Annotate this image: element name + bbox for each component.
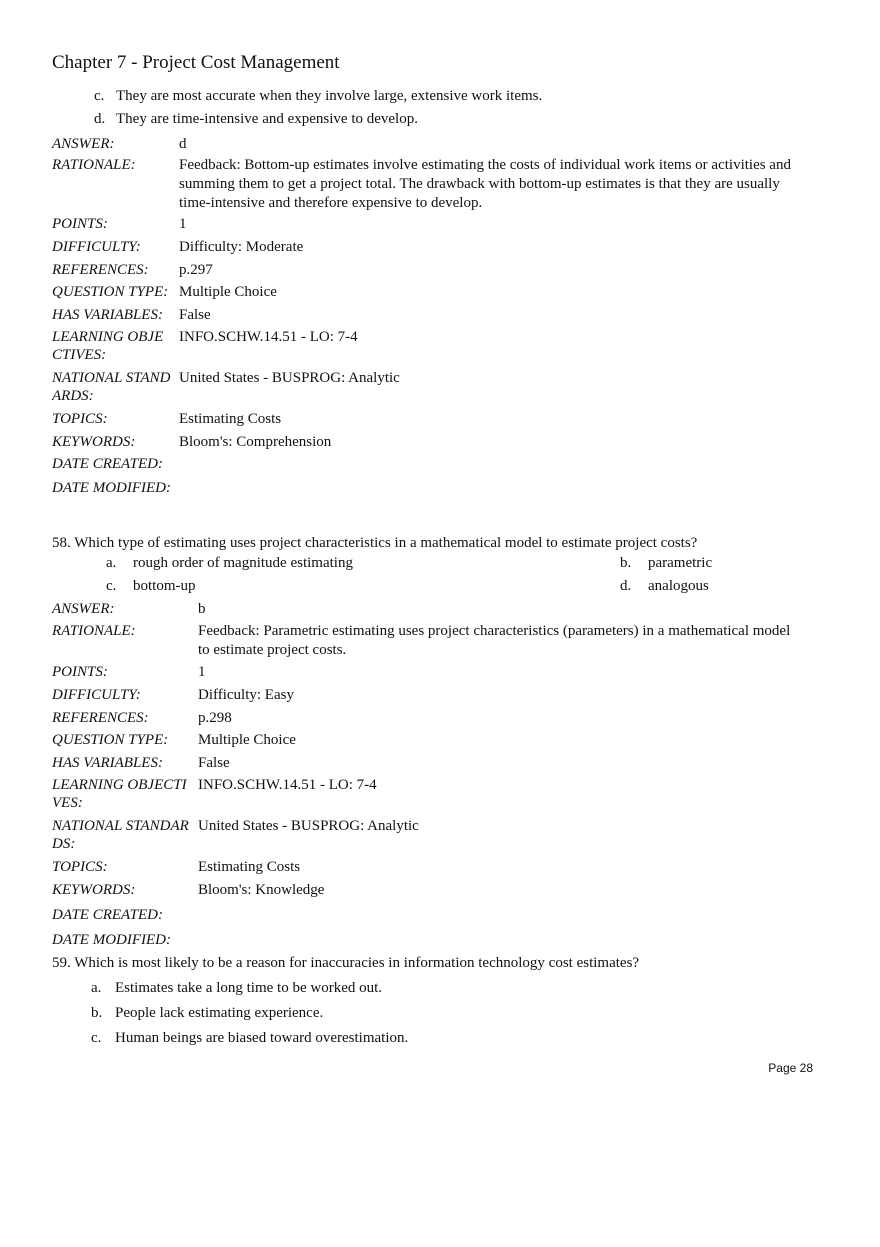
qtype-value: Multiple Choice [198,732,296,748]
ns-value: United States - BUSPROG: Analytic [198,818,419,834]
rationale-line: summing them to get a project total. The drawback with bottom-up estimates is that they are usually [179,176,780,192]
option-text: They are most accurate when they involve large, extensive work items. [116,88,543,104]
points-label: POINTS: [52,216,108,232]
option-letter: b. [91,1005,103,1021]
answer-label: ANSWER: [52,136,115,152]
difficulty-label: DIFFICULTY: [52,239,141,255]
qtype-label: QUESTION TYPE: [52,732,169,748]
option-letter: a. [106,555,117,571]
references-label: REFERENCES: [52,710,149,726]
answer-value: b [198,601,206,617]
q59-option-a [91,980,382,997]
q59-option-b [91,1005,323,1022]
rationale-line: Feedback: Parametric estimating uses project characteristics (parameters) in a mathematical model [198,623,791,639]
difficulty-value: Difficulty: Easy [198,687,294,703]
q59-option-c [91,1030,408,1047]
references-value: p.297 [179,262,213,278]
hasvars-value: False [179,307,211,323]
q57-option-c [94,88,542,105]
option-text: Human beings are biased toward overestimation. [115,1030,409,1046]
points-value: 1 [198,664,206,680]
lo-value: INFO.SCHW.14.51 - LO: 7-4 [198,777,377,793]
option-text: analogous [648,578,709,594]
qtype-label: QUESTION TYPE: [52,284,169,300]
lo-label-line1: LEARNING OBJECTI [52,777,187,793]
answer-value: d [179,136,187,152]
ns-value: United States - BUSPROG: Analytic [179,370,400,386]
option-letter: c. [106,578,117,594]
option-letter: d. [94,111,106,127]
answer-label: ANSWER: [52,601,115,617]
keywords-label: KEYWORDS: [52,434,136,450]
option-letter: c. [94,88,105,104]
option-text: They are time-intensive and expensive to develop. [116,111,418,127]
lo-value: INFO.SCHW.14.51 - LO: 7-4 [179,329,358,345]
topics-label: TOPICS: [52,859,108,875]
keywords-label: KEYWORDS: [52,882,136,898]
ns-label-line2: DS: [52,836,76,852]
difficulty-label: DIFFICULTY: [52,687,141,703]
topics-value: Estimating Costs [198,859,301,875]
option-text: Estimates take a long time to be worked out. [115,980,383,996]
rationale-label: RATIONALE: [52,157,136,173]
q58-option-b [620,555,712,572]
rationale-line: time-intensive and therefore expensive to develop. [179,195,483,211]
hasvars-label: HAS VARIABLES: [52,307,163,323]
option-letter: a. [91,980,102,996]
keywords-value: Bloom's: Comprehension [179,434,332,450]
ns-label-line2: ARDS: [52,388,94,404]
ns-label-line1: NATIONAL STANDAR [52,818,189,834]
option-letter: b. [620,555,632,571]
rationale-line: Feedback: Bottom-up estimates involve estimating the costs of individual work items or activities and [179,157,791,173]
q58-option-d [620,578,709,595]
points-label: POINTS: [52,664,108,680]
lo-label-line2: VES: [52,795,83,811]
keywords-value: Bloom's: Knowledge [198,882,325,898]
q57-option-d [94,111,418,128]
q58-option-c [106,578,196,595]
created-label: DATE CREATED: [52,907,163,923]
option-text: rough order of magnitude estimating [133,555,353,571]
difficulty-value: Difficulty: Moderate [179,239,304,255]
lo-label-line1: LEARNING OBJE [52,329,164,345]
rationale-label: RATIONALE: [52,623,136,639]
topics-value: Estimating Costs [179,411,282,427]
option-text: parametric [648,555,713,571]
page-number: Page 28 [768,1061,813,1075]
created-label: DATE CREATED: [52,456,163,472]
rationale-line: to estimate project costs. [198,642,347,658]
q58-question: 58. Which type of estimating uses project characteristics in a mathematical model to estimate project costs? [52,535,698,551]
hasvars-label: HAS VARIABLES: [52,755,163,771]
topics-label: TOPICS: [52,411,108,427]
ns-label-line1: NATIONAL STAND [52,370,171,386]
references-value: p.298 [198,710,232,726]
option-letter: c. [91,1030,102,1046]
qtype-value: Multiple Choice [179,284,277,300]
option-text: bottom-up [133,578,196,594]
hasvars-value: False [198,755,230,771]
modified-label: DATE MODIFIED: [52,932,171,948]
option-text: People lack estimating experience. [115,1005,324,1021]
modified-label: DATE MODIFIED: [52,480,171,496]
q58-option-a [106,555,353,572]
references-label: REFERENCES: [52,262,149,278]
option-letter: d. [620,578,632,594]
page-title: Chapter 7 - Project Cost Management [52,52,340,73]
points-value: 1 [179,216,187,232]
lo-label-line2: CTIVES: [52,347,107,363]
q59-question: 59. Which is most likely to be a reason for inaccuracies in information technology cost estimates? [52,955,640,971]
